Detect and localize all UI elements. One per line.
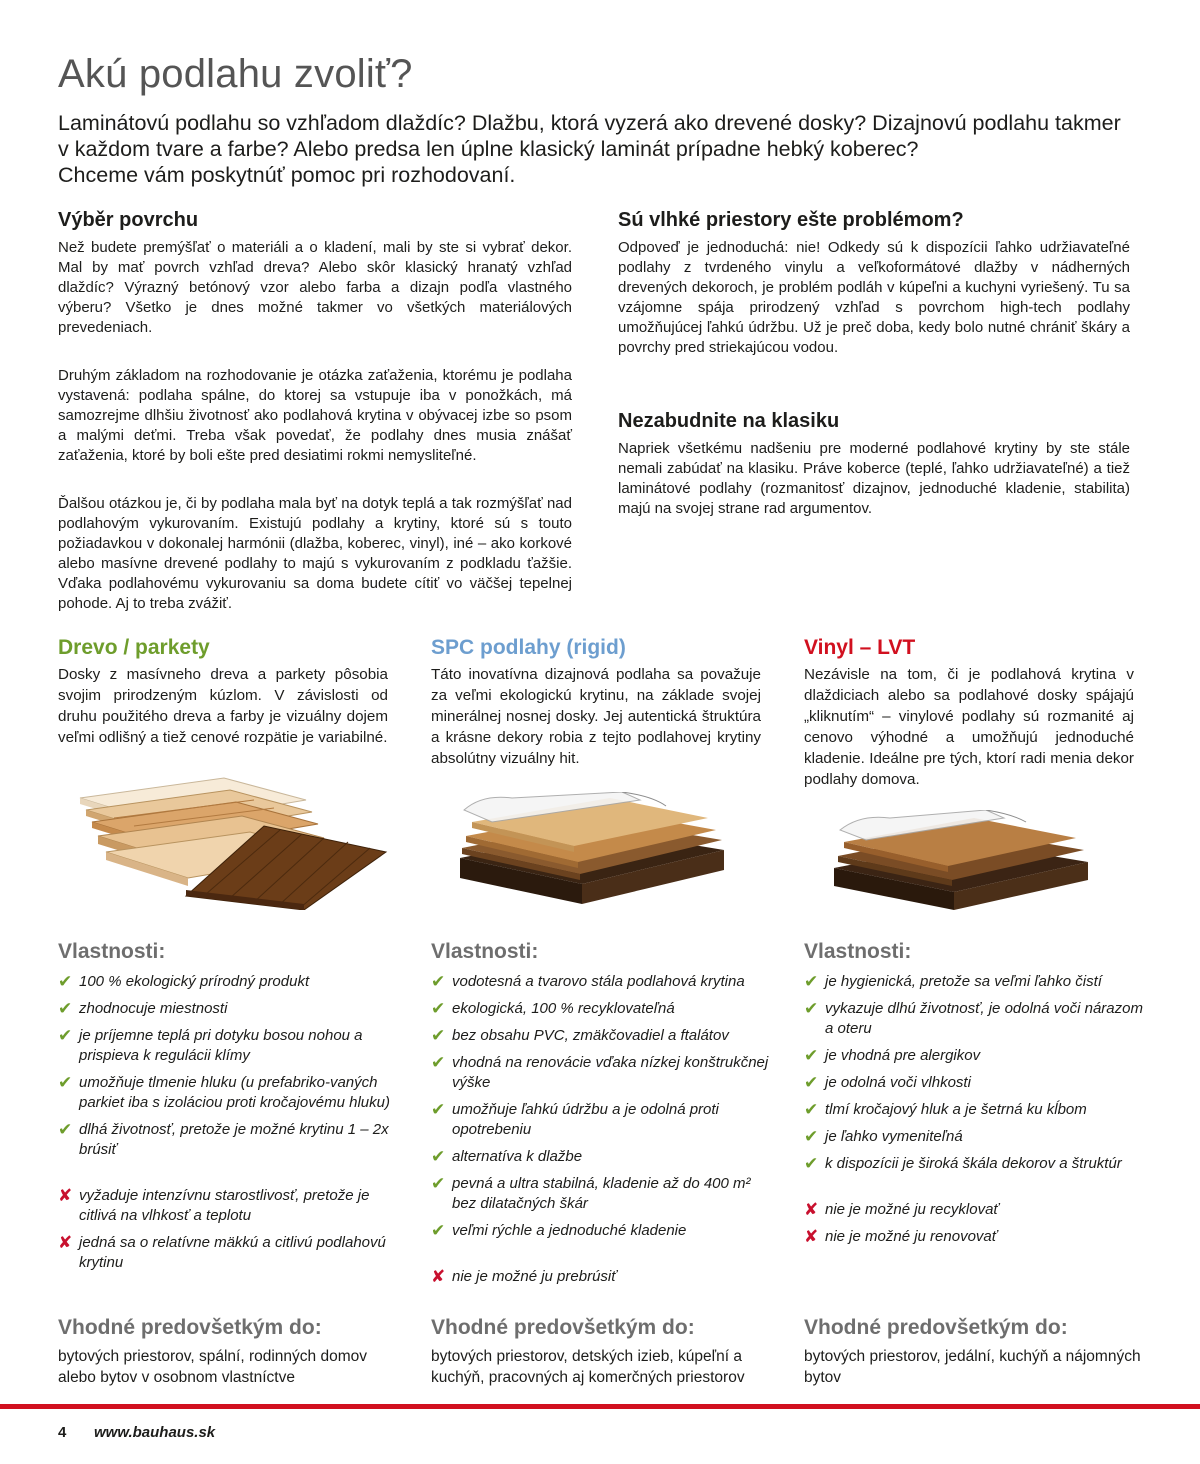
suitable-text: bytových priestorov, jedální, kuchýň a nájomných bytov (804, 1348, 1141, 1386)
right-text-column (618, 209, 1130, 519)
pro-item: ✔ k dispozícii je široká škála dekorov a štruktúr (804, 1154, 1122, 1173)
page-title: Akú podlahu zvoliť? (58, 52, 413, 96)
page-number: 4 (58, 1424, 67, 1441)
vinyl-layers-illustration (826, 810, 1096, 914)
pro-item: ✔ je vhodná pre alergikov (804, 1046, 981, 1065)
properties-list (58, 972, 398, 1273)
suitable-text: bytových priestorov, spální, rodinných domov alebo bytov v osobnom vlastníctve (58, 1348, 368, 1386)
intro-text (58, 110, 1158, 188)
spc-layers-illustration (452, 792, 732, 910)
product-description: Táto inovatívna dizajnová podlaha sa považuje za veľmi ekologickú krytinu, na základe svojej minerálnej nosnej dosky. Jej autentická štruktúra a krásne dekory robia z tejto podlahovej krytiny absolútny vizuálny hit. (431, 666, 761, 767)
paragraph: Ďalšou otázkou je, či by podlaha mala byť na dotyk teplá a tak rozmýšľať nad podlahovým vykurovaním. Existujú podlahy a krytiny, ktoré sú s touto požiadavkou v dokonalej harmónii (dlažba, koberec, vinyl), iné – ako korkové alebo masívne drevené podlahy to majú s vykurovaním z podkladu ťažšie. Vďaka podlahovému vykurovaniu sa doma budete cítiť vo väčšej tepelnej pohode. Aj to treba zvážiť. (58, 495, 572, 612)
pro-item: ✔ je hygienická, pretože sa veľmi ľahko čistí (804, 972, 1102, 991)
product-title: SPC podlahy (rigid) (431, 636, 626, 659)
check-icon: ✔ (804, 999, 819, 1018)
check-icon: ✔ (804, 1127, 819, 1146)
left-text-column (58, 209, 572, 614)
pro-item: ✔ zhodnocuje miestnosti (58, 999, 228, 1018)
cross-icon: ✘ (58, 1186, 73, 1205)
properties-list (804, 972, 1144, 1247)
check-icon: ✔ (431, 1026, 446, 1045)
pro-item: ✔ alternatíva k dlažbe (431, 1147, 583, 1166)
product-title: Vinyl – LVT (804, 636, 916, 659)
vinyl-suitable-for (804, 1316, 1154, 1388)
wood-properties (58, 940, 398, 1280)
pro-item: ✔ vhodná na renovácie vďaka nízkej konštrukčnej výške (431, 1053, 769, 1091)
check-icon: ✔ (431, 1221, 446, 1240)
wood-suitable-for (58, 1316, 408, 1388)
suitable-text: bytových priestorov, detských izieb, kúpeľní a kuchýň, pracovných aj komerčných priestorov (431, 1348, 745, 1386)
check-icon: ✔ (58, 1073, 73, 1092)
check-icon: ✔ (804, 972, 819, 991)
cross-icon: ✘ (804, 1200, 819, 1219)
footer-rule (0, 1404, 1200, 1409)
check-icon: ✔ (431, 972, 446, 991)
pro-item: ✔ umožňuje tlmenie hluku (u prefabriko-vaných parkiet iba s izoláciou proti kročajovému hluku) (58, 1073, 390, 1111)
check-icon: ✔ (804, 1046, 819, 1065)
section-heading-wet-rooms: Sú vlhké priestory ešte problémom? (618, 209, 964, 231)
properties-heading: Vlastnosti: (431, 940, 539, 963)
product-title: Drevo / parkety (58, 636, 210, 659)
check-icon: ✔ (431, 999, 446, 1018)
check-icon: ✔ (58, 1120, 73, 1139)
paragraph: Druhým základom na rozhodovanie je otázka zaťaženia, ktorému je podlaha vystavená: podlaha spálne, do ktorej sa vstupuje iba v ponožkách, má samozrejme dlhšiu životnosť ako podlahová krytina v obývacej izbe so psom a malými deťmi. Treba však povedať, že podlahy dnes musia znášať zaťaženia, ktoré by boli ešte pred desiatimi rokmi nemysliteľné. (58, 367, 572, 464)
con-item: ✘ vyžaduje intenzívnu starostlivosť, pretože je citlivá na vlhkosť a teplotu (58, 1186, 370, 1224)
product-spc (431, 636, 761, 769)
pro-item: ✔ je ľahko vymeniteľná (804, 1127, 963, 1146)
paragraph: Napriek všetkému nadšeniu pre moderné podlahové krytiny by ste stále nemali zabúdať na klasiku. Práve koberce (teplé, ľahko udržiavateľné) a tiež laminátové podlahy (rozmanitosť dizajnov, jednoduché kladenie, stabilita) majú na svojej strane rad argumentov. (618, 440, 1130, 517)
suitable-heading: Vhodné predovšetkým do: (58, 1316, 322, 1339)
product-description: Dosky z masívneho dreva a parkety pôsobia svojim prirodzeným kúzlom. V závislosti od druhu použitého dreva a farby je vizuálny dojem veľmi odlišný a tiež cenové rozpätie je variabilné. (58, 666, 388, 746)
check-icon: ✔ (804, 1154, 819, 1173)
pro-item: ✔ umožňuje ľahkú údržbu a je odolná proti opotrebeniu (431, 1100, 719, 1138)
con-item: ✘ nie je možné ju renovovať (804, 1227, 998, 1246)
properties-heading: Vlastnosti: (804, 940, 912, 963)
pro-item: ✔ 100 % ekologický prírodný produkt (58, 972, 310, 991)
intro-line: v každom tvare a farbe? Alebo predsa len úplne klasický laminát prípadne hebký koberec? (58, 137, 919, 161)
con-item: ✘ nie je možné ju prebrúsiť (431, 1267, 617, 1286)
con-item: ✘ nie je možné ju recyklovať (804, 1200, 999, 1219)
pro-item: ✔ je príjemne teplá pri dotyku bosou nohou a prispieva k regulácii klímy (58, 1026, 363, 1064)
product-wood (58, 636, 388, 748)
cross-icon: ✘ (58, 1233, 73, 1252)
cross-icon: ✘ (804, 1227, 819, 1246)
pro-item: ✔ dlhá životnosť, pretože je možné krytinu 1 – 2x brúsiť (58, 1120, 389, 1158)
wood-planks-illustration (74, 770, 394, 910)
check-icon: ✔ (804, 1073, 819, 1092)
product-vinyl (804, 636, 1134, 790)
intro-line: Laminátovú podlahu so vzhľadom dlaždíc? Dlažbu, ktorá vyzerá ako drevené dosky? Dizajnovú podlahu takmer (58, 111, 1121, 135)
check-icon: ✔ (431, 1174, 446, 1193)
paragraph: Než budete premýšľať o materiáli a o kladení, mali by ste si vybrať dekor. Mal by mať povrch vzhľad dreva? Alebo skôr klasický hranatý vzhľad dlaždíc? Výrazný betónový vzor alebo farba a dizajn podľa vlastného výberu? Všetko je dnes možné takmer vo všetkých materiálových prevedeniach. (58, 239, 572, 336)
pro-item: ✔ je odolná voči vlhkosti (804, 1073, 971, 1092)
check-icon: ✔ (58, 999, 73, 1018)
paragraph: Odpoveď je jednoduchá: nie! Odkedy sú k dispozícii ľahko udržiavateľné podlahy z tvrdeného vinylu a veľkoformátové dlažby v nádherných drevených dekoroch, je problém podláh v kúpeľni a kuchyni vyriešený. Tu sa vzájomne spája prirodzený vzhľad s povrchom high-tech podlahy umožňujúcej ľahkú údržbu. Už je preč doba, kedy bolo nutné chrániť škáry a povrchy pred striekajúcou vodou. (618, 239, 1130, 356)
con-item: ✘ jedná sa o relatívne mäkkú a citlivú podlahovú krytinu (58, 1233, 386, 1271)
check-icon: ✔ (58, 1026, 73, 1045)
pro-item: ✔ tlmí kročajový hluk a je šetrná ku kĺbom (804, 1100, 1087, 1119)
pro-item: ✔ pevná a ultra stabilná, kladenie až do 400 m² bez dilatačných škár (431, 1174, 751, 1212)
pro-item: ✔ vykazuje dlhú životnosť, je odolná voči nárazom a oteru (804, 999, 1143, 1037)
check-icon: ✔ (431, 1053, 446, 1072)
pro-item: ✔ ekologická, 100 % recyklovateľná (431, 999, 675, 1018)
properties-list (431, 972, 771, 1287)
pro-item: ✔ vodotesná a tvarovo stála podlahová krytina (431, 972, 745, 991)
pro-item: ✔ veľmi rýchle a jednoduché kladenie (431, 1221, 687, 1240)
product-description: Nezávisle na tom, či je podlahová krytina v dlaždiciach alebo sa podlahové dosky spájajú „kliknutím“ – vinylové podlahy sú rozmanité aj cenovo výhodné a umožňujú jednoduché kladenie. Ideálne pre tých, ktorí radi menia dekor podlahy domova. (804, 666, 1134, 788)
cross-icon: ✘ (431, 1267, 446, 1286)
spc-properties (431, 940, 771, 1294)
suitable-heading: Vhodné predovšetkým do: (431, 1316, 695, 1339)
spc-suitable-for (431, 1316, 781, 1388)
check-icon: ✔ (58, 972, 73, 991)
check-icon: ✔ (431, 1147, 446, 1166)
website-link[interactable]: www.bauhaus.sk (94, 1424, 216, 1441)
vinyl-properties (804, 940, 1144, 1254)
suitable-heading: Vhodné predovšetkým do: (804, 1316, 1068, 1339)
section-heading-classic: Nezabudnite na klasiku (618, 410, 840, 432)
check-icon: ✔ (804, 1100, 819, 1119)
properties-heading: Vlastnosti: (58, 940, 166, 963)
section-heading-surface: Výběr povrchu (58, 209, 199, 231)
check-icon: ✔ (431, 1100, 446, 1119)
pro-item: ✔ bez obsahu PVC, zmäkčovadiel a ftalátov (431, 1026, 729, 1045)
intro-line: Chceme vám poskytnúť pomoc pri rozhodovaní. (58, 163, 516, 187)
